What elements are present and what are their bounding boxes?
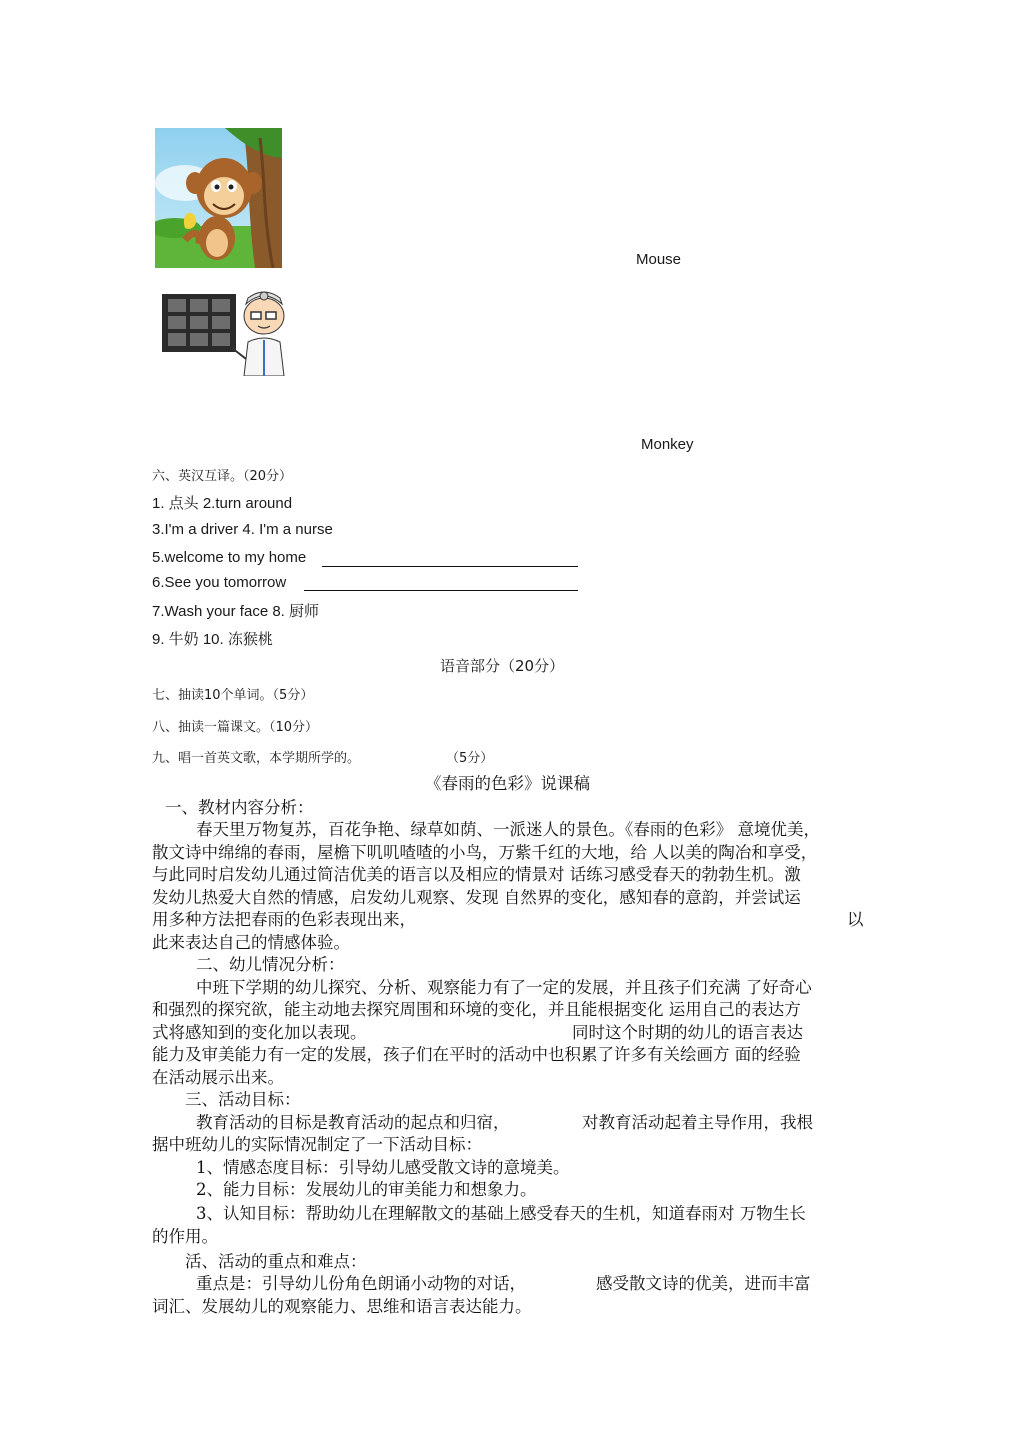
phonetics-q9: 九、唱一首英文歌，本学期所学的。 [152, 751, 361, 766]
section6-item-4: 6.See you tomorrow [152, 574, 287, 591]
essay-goal-3-cont: 的作用。 [152, 1227, 218, 1246]
essay-p4-line-1-end: 感受散文诗的优美，进而丰富 [596, 1274, 811, 1293]
mouse-label: Mouse [636, 251, 682, 268]
essay-p1-line-5: 用多种方法把春雨的色彩表现出来， [152, 910, 416, 929]
section6-heading: 六、英汉互译。（20分） [152, 469, 293, 484]
essay-p2-line-3: 式将感知到的变化加以表现。 [152, 1023, 367, 1042]
essay-p2-line-3-end: 同时这个时期的幼儿的语言表达 [572, 1023, 803, 1042]
essay-p2-line-4: 能力及审美能力有一定的发展，孩子们在平时的活动中也积累了许多有关绘画方 面的经验 [152, 1045, 801, 1064]
section6-item-6: 9. 牛奶 10. 冻猴桃 [152, 631, 273, 648]
essay-heading-2: 二、幼儿情况分析： [196, 955, 345, 974]
monkey-label: Monkey [641, 436, 694, 453]
essay-p1-line-1: 春天里万物复苏，百花争艳、绿草如荫、一派迷人的景色。《春雨的色彩》 意境优美， [196, 820, 820, 839]
essay-p3-line-1: 教育活动的目标是教育活动的起点和归宿， [196, 1113, 510, 1132]
answer-line-2 [304, 590, 578, 591]
phonetics-q8: 八、抽读一篇课文。（10分） [152, 720, 319, 735]
section6-item-2: 3.I'm a driver 4. I'm a nurse [152, 521, 333, 538]
essay-heading-1: 一、教材内容分析： [165, 798, 314, 817]
essay-p1-line-6: 此来表达自己的情感体验。 [152, 933, 350, 952]
section6-item-1: 1. 点头 2.turn around [152, 495, 293, 512]
answer-line-1 [322, 566, 578, 567]
monkey-banana-icon [155, 128, 282, 268]
section6-item-5: 7.Wash your face 8. 厨师 [152, 603, 320, 620]
essay-p4-line-1: 重点是：引导幼儿份角色朗诵小动物的对话， [196, 1274, 526, 1293]
essay-p1-line-5-end: 以 [847, 910, 864, 929]
monkey-image [155, 128, 282, 268]
doctor-xray-icon [160, 288, 290, 376]
essay-goal-2: 2、能力目标：发展幼儿的审美能力和想象力。 [196, 1180, 537, 1199]
essay-goal-3: 3、认知目标：帮助幼儿在理解散文的基础上感受春天的生机，知道春雨对 万物生长 [196, 1204, 806, 1223]
phonetics-q9-score: （5分） [446, 751, 494, 766]
essay-p3-line-1-end: 对教育活动起着主导作用，我根 [582, 1113, 813, 1132]
essay-p1-line-4: 发幼儿热爱大自然的情感，启发幼儿观察、发现 自然界的变化，感知春的意韵，并尝试运 [152, 888, 801, 907]
phonetics-title: 语音部分（20分） [440, 657, 565, 675]
phonetics-q7: 七、抽读10个单词。（5分） [152, 688, 314, 703]
essay-heading-4: 活、活动的重点和难点： [185, 1252, 367, 1271]
essay-goal-1: 1、情感态度目标：引导幼儿感受散文诗的意境美。 [196, 1158, 570, 1177]
essay-title: 《春雨的色彩》说课稿 [425, 774, 590, 793]
essay-p1-line-3: 与此同时启发幼儿通过简洁优美的语言以及相应的情景对 话练习感受春天的勃勃生机。激 [152, 865, 801, 884]
essay-heading-3: 三、活动目标： [185, 1090, 301, 1109]
essay-p2-line-5: 在活动展示出来。 [152, 1068, 284, 1087]
doctor-image [160, 288, 290, 376]
essay-p2-line-2: 和强烈的探究欲，能主动地去探究周围和环境的变化，并且能根据变化 运用自己的表达方 [152, 1000, 801, 1019]
essay-p2-line-1: 中班下学期的幼儿探究、分析、观察能力有了一定的发展，并且孩子们充满 了好奇心 [196, 978, 812, 997]
essay-p3-line-2: 据中班幼儿的实际情况制定了一下活动目标： [152, 1135, 482, 1154]
essay-p4-line-2: 词汇、发展幼儿的观察能力、思维和语言表达能力。 [152, 1297, 532, 1316]
essay-p1-line-2: 散文诗中绵绵的春雨，屋檐下叽叽喳喳的小鸟，万紫千红的大地，给 人以美的陶冶和享受， [152, 843, 818, 862]
section6-item-3: 5.welcome to my home [152, 549, 307, 566]
